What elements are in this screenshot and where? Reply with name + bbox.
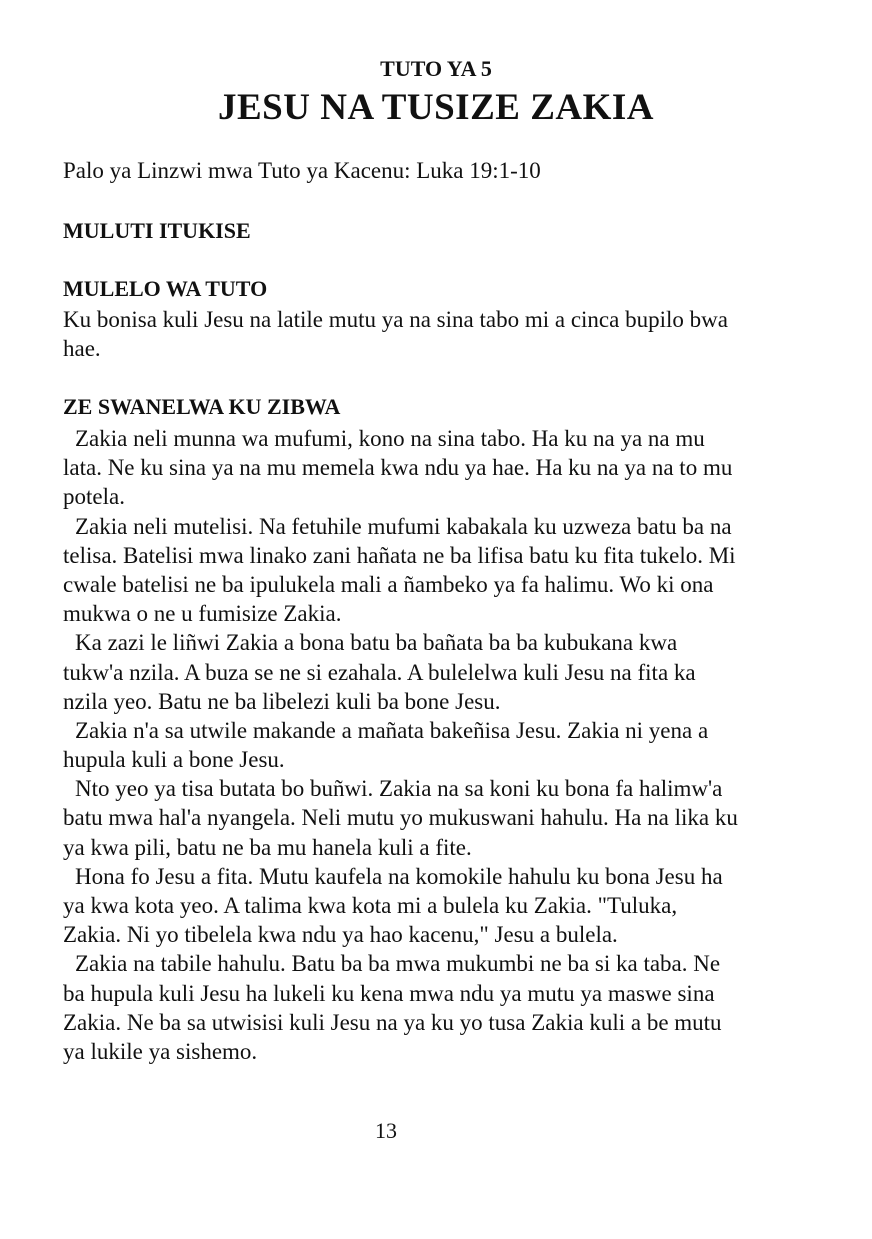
scripture-reading: Palo ya Linzwi mwa Tuto ya Kacenu: Luka 19:1-10 (63, 158, 541, 183)
text-line: Zakia neli munna wa mufumi, kono na sina tabo. Ha ku na ya na mu (75, 426, 705, 451)
heading-facts: ZE SWANELWA KU ZIBWA (63, 394, 341, 419)
story-paragraph (63, 424, 738, 512)
text-line: ya lukile ya sishemo. (63, 1038, 258, 1064)
page-number: 13 (375, 1118, 397, 1143)
text-line: Ka zazi le liñwi Zakia a bona batu ba bañata ba ba kubukana kwa (75, 630, 678, 656)
story-paragraph (63, 716, 738, 774)
text-line: cwale batelisi ne ba ipulukela mali a ñambeko ya fa halimu. Wo ki ona (63, 571, 714, 597)
text-line: Nto yeo ya tisa butata bo buñwi. Zakia na sa koni ku bona fa halimw'a (75, 776, 723, 802)
text-line: batu mwa hal'a nyangela. Neli mutu yo mukuswani hahulu. Ha na lika ku (63, 805, 738, 831)
text-line: Zakia n'a sa utwile makande a mañata bakeñisa Jesu. Zakia ni yena a (75, 717, 709, 743)
text-line: lata. Ne ku sina ya na mu memela kwa ndu ya hae. Ha ku na ya na to mu (63, 455, 733, 481)
story-paragraph (63, 628, 738, 716)
text-line: telisa. Batelisi mwa linako zani hañata ne ba lifisa batu ku fita tukelo. Mi (63, 542, 736, 568)
heading-memory-verse: MULUTI ITUKISE (63, 218, 251, 243)
text-line: hupula kuli a bone Jesu. (63, 747, 285, 773)
text-line: nzila yeo. Batu ne ba libelezi kuli ba bone Jesu. (63, 688, 501, 714)
lesson-number: TUTO YA 5 (380, 56, 492, 81)
heading-lesson-aim: MULELO WA TUTO (63, 276, 268, 301)
text-line: tukw'a nzila. A buza se ne si ezahala. A bulelelwa kuli Jesu na fita ka (63, 659, 696, 685)
text-line: Zakia neli mutelisi. Na fetuhile mufumi kabakala ku uzweza batu ba na (75, 513, 732, 539)
story-paragraph (63, 949, 738, 1066)
text-line: ya kwa pili, batu ne ba mu hanela kuli a fite. (63, 834, 472, 860)
text-line: ba hupula kuli Jesu ha lukeli ku kena mwa ndu ya mutu ya maswe sina (63, 980, 715, 1006)
text-line: Hona fo Jesu a fita. Mutu kaufela na komokile hahulu ku bona Jesu ha (75, 863, 723, 889)
story-paragraph (63, 512, 738, 629)
story-paragraph (63, 862, 738, 950)
text-line: Ku bonisa kuli Jesu na latile mutu ya na sina tabo mi a cinca bupilo bwa (63, 307, 728, 332)
story-paragraph (63, 774, 738, 862)
text-line: Zakia. Ni yo tibelela kwa ndu ya hao kacenu," Jesu a bulela. (63, 922, 618, 948)
text-line: mukwa o ne u fumisize Zakia. (63, 601, 342, 627)
text-line: Zakia. Ne ba sa utwisisi kuli Jesu na ya ku yo tusa Zakia kuli a be mutu (63, 1009, 722, 1035)
page-title: JESU NA TUSIZE ZAKIA (218, 87, 654, 128)
text-line: potela. (63, 484, 125, 510)
lesson-aim-text (63, 305, 728, 363)
text-line: hae. (63, 336, 101, 362)
text-line: Zakia na tabile hahulu. Batu ba ba mwa mukumbi ne ba si ka taba. Ne (75, 951, 721, 977)
text-line: ya kwa kota yeo. A talima kwa kota mi a bulela ku Zakia. "Tuluka, (63, 893, 678, 918)
story-text (63, 424, 738, 1066)
